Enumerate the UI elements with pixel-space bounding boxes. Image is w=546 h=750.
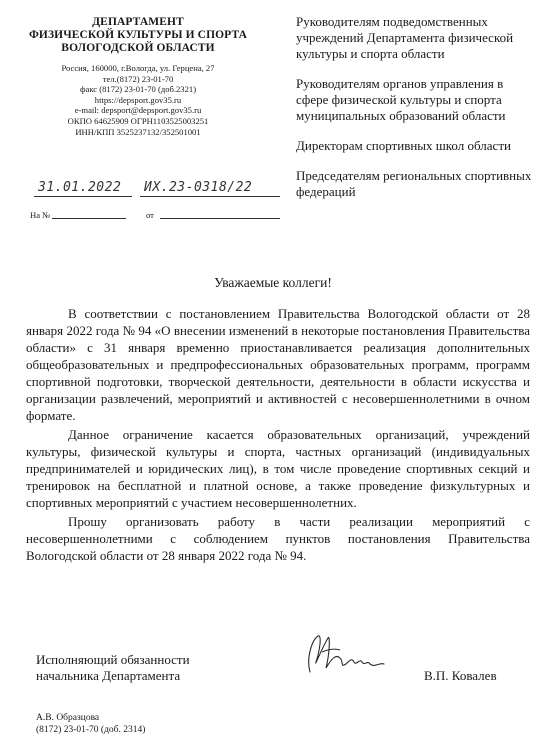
executor-name: А.В. Образцова	[36, 713, 100, 723]
registration-row	[30, 180, 280, 200]
org-address: Россия, 160000, г.Вологда, ул. Герцена, 27	[61, 63, 215, 73]
org-fax: факс (8172) 23-01-70 (доб.2321)	[79, 84, 197, 95]
org-okpo: ОКПО 64625909 ОГРН1103525003251	[67, 115, 209, 126]
ref-line	[52, 218, 126, 219]
from-line	[160, 218, 280, 219]
handwritten-signature	[296, 628, 390, 680]
signatory-position	[36, 652, 190, 684]
handwritten-number: ИХ.23-0318/22	[144, 180, 253, 195]
body-paragraph-2: Данное ограничение касается образовательных организаций, учреждений культуры, физической культуры и спорта, частных организаций (индивидуальных предпринимателей и юридических лиц), в том числе проведение спортивных секций и тренировок на бесплатной и платной основе, а также проведение физкультурных и спортивных мероприятий с участием несовершеннолетних.	[26, 427, 530, 510]
org-name-line-3: ВОЛОГОДСКОЙ ОБЛАСТИ	[61, 42, 215, 54]
position-line-2: начальника Департамента	[36, 668, 181, 683]
org-phone: тел.(8172) 23-01-70	[102, 73, 174, 84]
position-line-1: Исполняющий обязанности	[36, 652, 190, 667]
recipient-2: Руководителям органов управления в сфере физической культуры и спорта муниципальных образований области	[296, 76, 506, 123]
executor-block	[36, 712, 145, 736]
org-name-line-1: ДЕПАРТАМЕНТ	[92, 16, 184, 28]
recipient-3: Директорам спортивных школ области	[296, 138, 511, 153]
recipient-4: Председателям региональных спортивных федераций	[296, 168, 532, 199]
reference-row	[30, 210, 280, 226]
executor-phone: (8172) 23-01-70 (доб. 2314)	[36, 725, 146, 735]
ref-label: На №	[30, 210, 51, 220]
org-website: https://depsport.gov35.ru	[94, 94, 182, 105]
org-email: e-mail: depsport@depsport.gov35.ru	[74, 105, 202, 116]
greeting: Уважаемые коллеги!	[214, 275, 332, 290]
recipient-1: Руководителям подведомственных учреждений Департамента физической культуры и спорта области	[296, 14, 514, 61]
org-inn: ИНН/КПП 3525237132/352501001	[75, 126, 201, 137]
signatory-name: В.П. Ковалев	[424, 668, 497, 683]
date-line	[34, 196, 132, 197]
org-contacts	[18, 63, 258, 137]
org-name-line-2: ФИЗИЧЕСКОЙ КУЛЬТУРЫ И СПОРТА	[28, 29, 248, 41]
recipients-block	[296, 14, 536, 214]
letter-body	[26, 305, 530, 566]
body-paragraph-1: В соответствии с постановлением Правительства Вологодской области от 28 января 2022 года № 94 «О внесении изменений в некоторые постановления Правительства области» с 31 января временно приостанавливается реализация дополнительных общеобразовательных и предпрофессиональных образовательных программ, программ спортивной подготовки, творческой деятельности, деятельности в области искусства и организации развлечений, мероприятий и активностей с несовершеннолетними в очном формате.	[26, 306, 530, 423]
handwritten-date: 31.01.2022	[38, 180, 122, 195]
body-paragraph-3: Прошу организовать работу в части реализации мероприятий с несовершеннолетними с соблюдением пунктов постановления Правительства Вологодской области от 28 января 2022 года № 94.	[26, 514, 530, 563]
number-line	[140, 196, 280, 197]
from-label: от	[146, 210, 154, 220]
letterhead	[18, 16, 258, 137]
